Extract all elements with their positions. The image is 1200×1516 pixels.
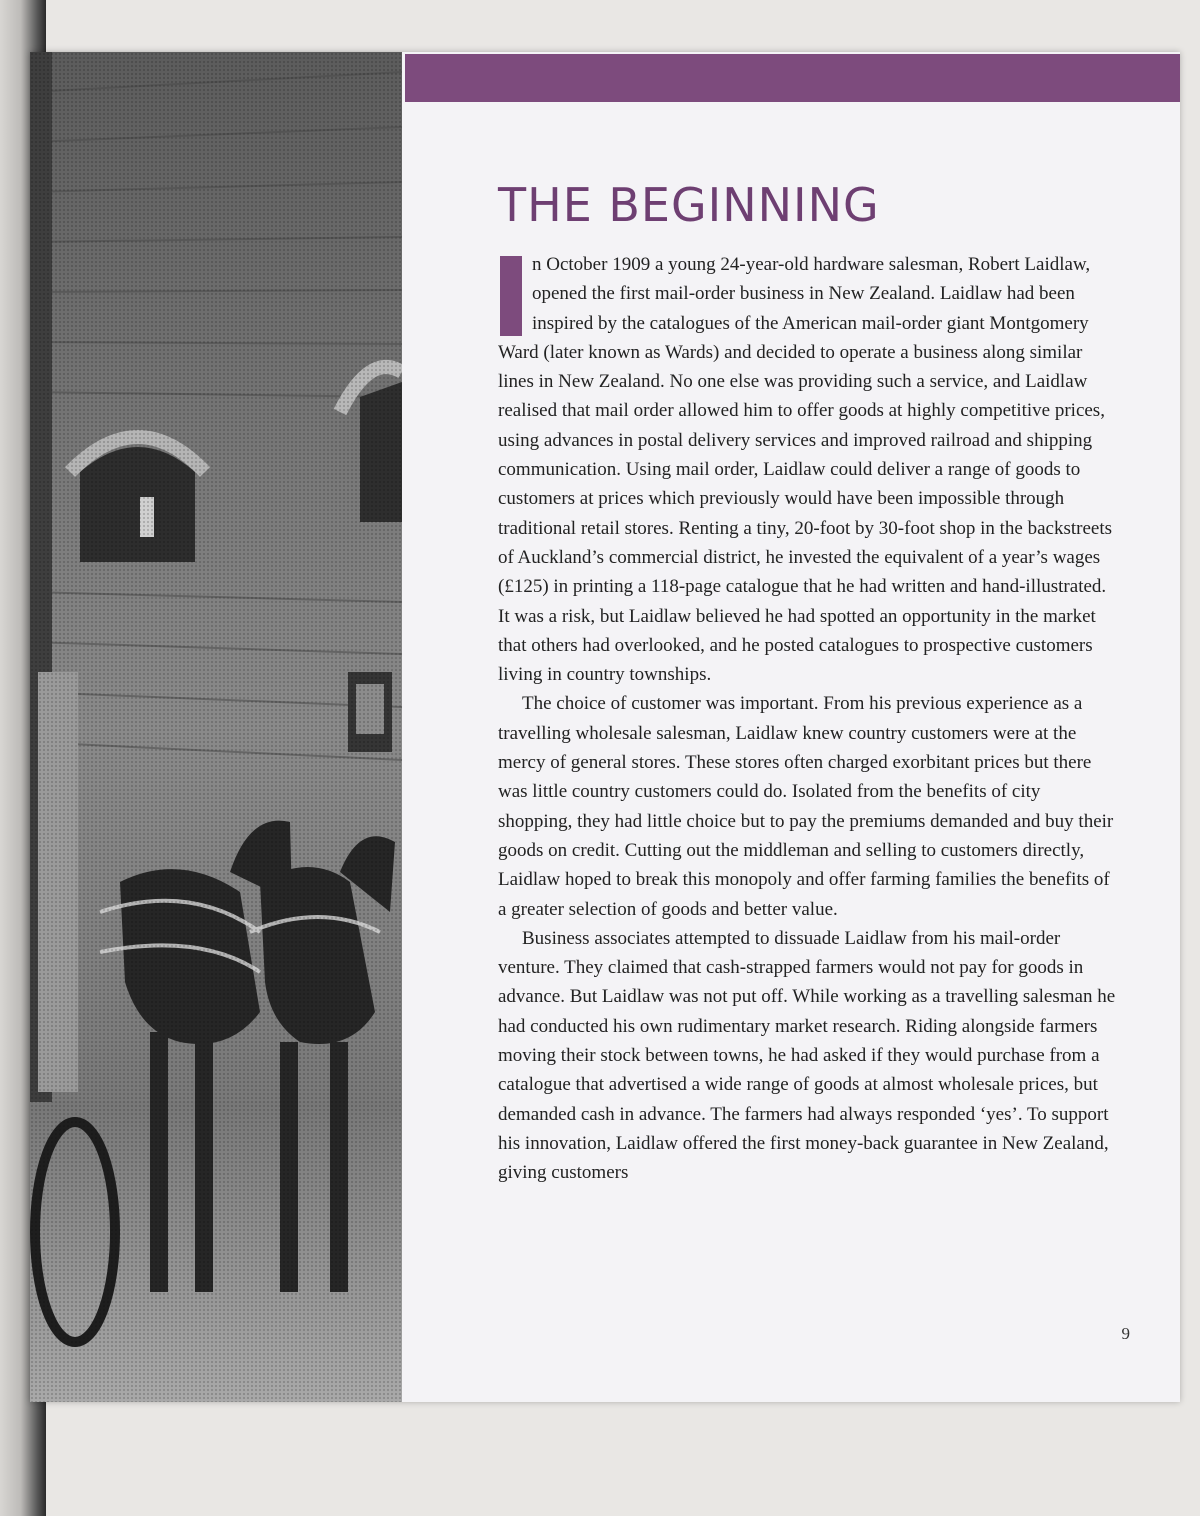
photo-illustration <box>30 52 402 1402</box>
header-accent-bar <box>405 54 1180 102</box>
paragraph-1-text: n October 1909 a young 24-year-old hardware salesman, Robert Laidlaw, opened the first mail-order business in New Zealand. Laidlaw had been inspired by the catalogues of the American mail-order giant Montgomery Ward (later known as Wards) and decided to operate a business along similar lines in New Zealand. No one else was providing such a service, and Laidlaw realised that mail order allowed him to offer goods at highly competitive prices, using advances in postal delivery services and improved railroad and shipping communication. Using mail order, Laidlaw could deliver a range of goods to customers at prices which previously would have been impossible through traditional retail stores. Renting a tiny, 20-foot by 30-foot shop in the backstreets of Auckland’s commercial district, he invested the equivalent of a year’s wages (£125) in printing a 118-page catalogue that he had written and hand-illustrated. It was a risk, but Laidlaw believed he had spotted an opportunity in the market that others had overlooked, and he posted catalogues to prospective customers living in country townships. <box>498 254 1113 686</box>
paragraph-1 <box>498 250 1118 689</box>
page-title: THE BEGINNING <box>498 178 880 232</box>
paragraph-2: The choice of customer was important. From his previous experience as a travelling wholesale salesman, Laidlaw knew country customers were at the mercy of general stores. These stores often charged exorbitant prices but there was little country customers could do. Isolated from the benefits of city shopping, they had little choice but to pay the premiums demanded and buy their goods on credit. Cutting out the middleman and selling to customers directly, Laidlaw hoped to break this monopoly and offer farming families the benefits of a greater selection of goods and better value. <box>498 693 1114 920</box>
book-page <box>30 52 1180 1402</box>
historic-photo <box>30 52 402 1402</box>
paragraph-3: Business associates attempted to dissuade Laidlaw from his mail-order venture. They claimed that cash-strapped farmers would not pay for goods in advance. But Laidlaw was not put off. While working as a travelling salesman he had conducted his own rudimentary market research. Riding alongside farmers moving their stock between towns, he had asked if they would purchase from a catalogue that advertised a wide range of goods at almost wholesale prices, but demanded cash in advance. The farmers had always responded ‘yes’. To support his innovation, Laidlaw offered the first money-back guarantee in New Zealand, giving customers <box>498 927 1116 1184</box>
dropcap: I <box>500 256 522 336</box>
page-number: 9 <box>1121 1324 1130 1343</box>
article-content <box>498 178 1118 1188</box>
